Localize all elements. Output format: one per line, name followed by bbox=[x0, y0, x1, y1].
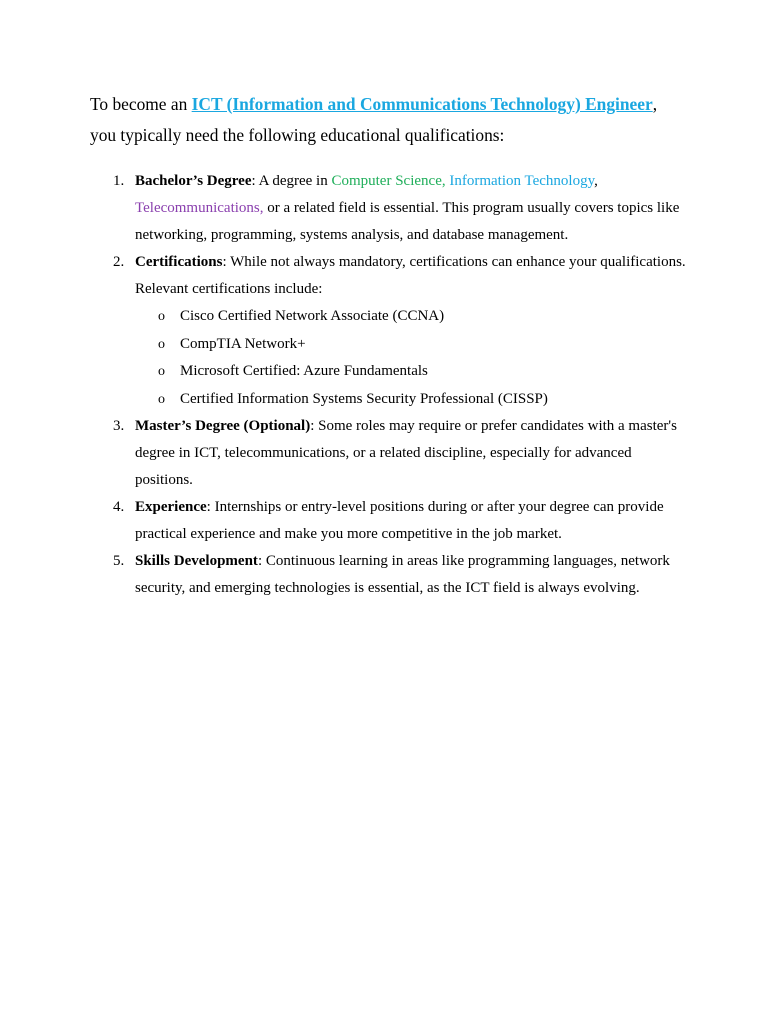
sublist-item-text: Microsoft Certified: Azure Fundamentals bbox=[180, 363, 428, 379]
sublist-item bbox=[135, 331, 690, 359]
field-information-technology: Information Technology bbox=[449, 173, 595, 189]
item-text: : Continuous learning in areas like programming languages, network security, and emerging technologies is essential, as the ICT field is always evolving. bbox=[135, 553, 670, 596]
list-item-bachelors bbox=[90, 168, 690, 249]
item-title: Skills Development bbox=[135, 553, 258, 569]
list-number: 1. bbox=[113, 173, 125, 189]
item-lead: : A degree in bbox=[251, 173, 332, 189]
ict-engineer-link[interactable]: ICT (Information and Communications Technology) Engineer bbox=[191, 94, 653, 114]
item-title: Experience bbox=[135, 499, 207, 515]
intro-prefix: To become an bbox=[90, 94, 192, 114]
qualifications-list bbox=[90, 168, 690, 602]
sublist-item-text: Cisco Certified Network Associate (CCNA) bbox=[180, 308, 445, 324]
item-text: or a related field is essential. This program usually covers topics like networking, programming, systems analysis, and database management. bbox=[135, 200, 680, 243]
item-text: : Internships or entry-level positions during or after your degree can provide practical experience and make you more competitive in the job market. bbox=[135, 499, 664, 542]
list-item-certifications bbox=[90, 249, 690, 413]
sublist-item-text: Certified Information Systems Security Professional (CISSP) bbox=[180, 390, 548, 407]
item-comma: , bbox=[594, 173, 598, 189]
intro-comma: , bbox=[652, 94, 658, 114]
item-title: Certifications bbox=[135, 254, 223, 270]
sublist-item-text: CompTIA Network+ bbox=[180, 335, 306, 352]
sublist-item bbox=[135, 386, 690, 414]
field-telecommunications: Telecommunications, bbox=[135, 200, 268, 216]
bullet-marker: o bbox=[158, 336, 165, 352]
bullet-marker: o bbox=[158, 309, 165, 324]
list-number: 5. bbox=[113, 553, 125, 569]
item-title: Bachelor’s Degree bbox=[135, 173, 252, 189]
intro-paragraph bbox=[90, 89, 690, 151]
field-computer-science: Computer Science, bbox=[331, 173, 450, 189]
list-number: 2. bbox=[113, 254, 125, 270]
bullet-marker: o bbox=[158, 364, 165, 379]
sublist-item bbox=[135, 358, 690, 386]
bullet-marker: o bbox=[158, 391, 165, 407]
list-number: 4. bbox=[113, 499, 125, 515]
list-item-skills bbox=[90, 548, 690, 602]
list-item-masters bbox=[90, 413, 690, 494]
intro-line-2: you typically need the following educational qualifications: bbox=[90, 125, 505, 145]
item-title: Master’s Degree (Optional) bbox=[135, 418, 311, 434]
certifications-sublist bbox=[135, 303, 690, 413]
list-number: 3. bbox=[113, 418, 125, 434]
sublist-item bbox=[135, 303, 690, 331]
item-text: : Some roles may require or prefer candidates with a master's degree in ICT, telecommunications, or a related discipline, especially for advanced positions. bbox=[135, 418, 677, 488]
list-item-experience bbox=[90, 494, 690, 548]
item-text: : While not always mandatory, certifications can enhance your qualifications. Relevant certifications include: bbox=[135, 254, 686, 297]
